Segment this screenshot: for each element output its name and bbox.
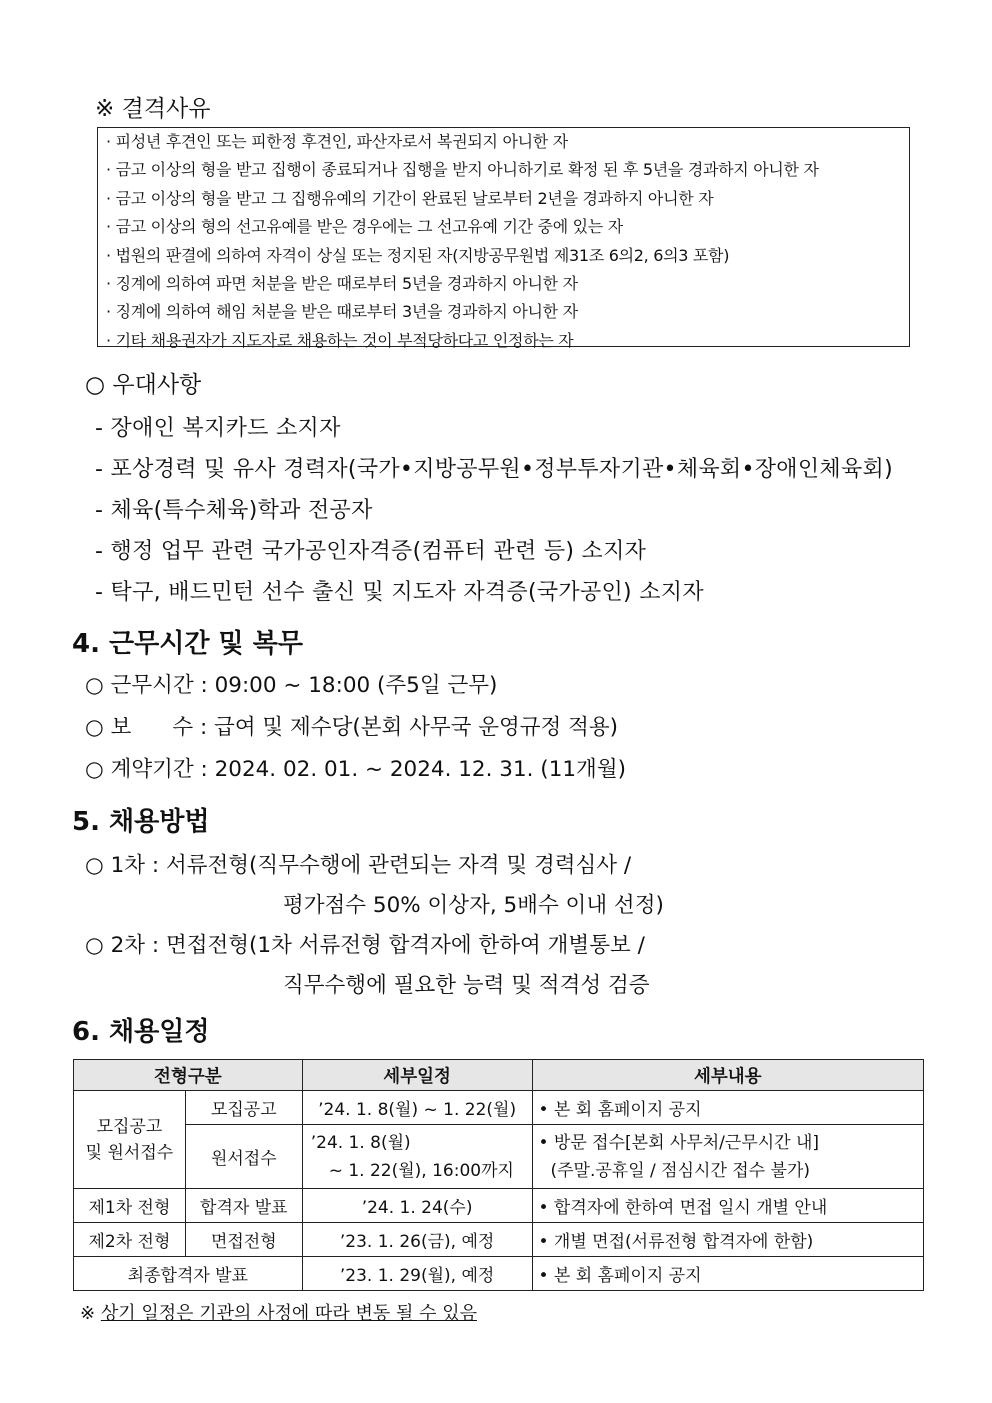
first-stage-cont: 평가점수 50% 이상자, 5배수 이내 선정) <box>283 893 664 918</box>
table-cell: • 본 회 홈페이지 공지 <box>532 1091 924 1125</box>
detail-line: • 방문 접수[본회 사무처/근무시간 내] <box>538 1132 820 1153</box>
contract-period: ○ 계약기간 : 2024. 02. 01. ~ 2024. 12. 31. (11개월) <box>85 757 626 782</box>
table-cell: ’23. 1. 26(금), 예정 <box>302 1223 532 1257</box>
column-header: 전형구분 <box>74 1060 303 1091</box>
list-item: · 징계에 의하여 해임 처분을 받은 때로부터 3년을 경과하지 아니한 자 <box>106 302 578 322</box>
list-item: · 법원의 판결에 의하여 자격이 상실 또는 정지된 자(지방공무원법 제31조 6의2, 6의3 포함) <box>106 245 730 265</box>
date-line: ’24. 1. 8(월) <box>310 1132 411 1153</box>
table-cell: 제2차 전형 <box>74 1223 186 1257</box>
list-item: - 탁구, 배드민턴 선수 출신 및 지도자 자격증(국가공인) 소지자 <box>95 580 704 605</box>
table-row <box>74 1091 924 1125</box>
table-cell: 합격자 발표 <box>185 1189 302 1223</box>
footnote <box>80 1299 477 1325</box>
table-cell: • 본 회 홈페이지 공지 <box>532 1257 924 1291</box>
table-cell: 모집공고 및 원서접수 <box>74 1091 186 1189</box>
table-cell: 면접전형 <box>185 1223 302 1257</box>
table-cell: 제1차 전형 <box>74 1189 186 1223</box>
disqualification-heading: ※ 결격사유 <box>95 96 211 122</box>
footnote-text: 상기 일정은 기관의 사정에 따라 변동 될 수 있음 <box>100 1303 477 1324</box>
list-item: · 금고 이상의 형의 선고유예를 받은 경우에는 그 선고유예 기간 중에 있는 자 <box>106 217 623 237</box>
work-hours: ○ 근무시간 : 09:00 ~ 18:00 (주5일 근무) <box>85 673 498 698</box>
list-item: · 기타 채용권자가 지도자로 채용하는 것이 부적당하다고 인정하는 자 <box>106 330 574 350</box>
list-item: - 장애인 복지카드 소지자 <box>95 416 341 441</box>
table-cell: • 개별 면접(서류전형 합격자에 한함) <box>532 1223 924 1257</box>
list-item: · 징계에 의하여 파면 처분을 받은 때로부터 5년을 경과하지 아니한 자 <box>106 274 578 294</box>
disqualification-box <box>97 127 910 350</box>
section-title: 4. 근무시간 및 복무 <box>72 629 303 659</box>
column-header: 세부일정 <box>302 1060 532 1091</box>
table-cell: 최종합격자 발표 <box>74 1257 303 1291</box>
table-row <box>74 1257 924 1291</box>
list-item: · 금고 이상의 형을 받고 그 집행유예의 기간이 완료된 날로부터 2년을 경과하지 아니한 자 <box>106 188 714 208</box>
note-mark: ※ <box>80 1303 96 1324</box>
list-item: · 금고 이상의 형을 받고 집행이 종료되거나 집행을 받지 아니하기로 확정 된 후 5년을 경과하지 아니한 자 <box>106 160 819 180</box>
table-cell <box>302 1125 532 1189</box>
list-item: · 피성년 후견인 또는 피한정 후견인, 파산자로서 복권되지 아니한 자 <box>106 132 568 151</box>
salary: ○ 보 수 : 급여 및 제수당(본회 사무국 운영규정 적용) <box>85 715 619 740</box>
list-item: - 체육(특수체육)학과 전공자 <box>95 498 373 523</box>
table-header-row <box>74 1060 924 1091</box>
second-stage-cont: 직무수행에 필요한 능력 및 적격성 검증 <box>283 973 650 998</box>
table-row <box>74 1223 924 1257</box>
table-cell: ’24. 1. 8(월) ~ 1. 22(월) <box>302 1091 532 1125</box>
schedule-table <box>73 1059 924 1291</box>
detail-line: (주말.공휴일 / 점심시간 접수 불가) <box>550 1160 810 1181</box>
date-line: ~ 1. 22(월), 16:00까지 <box>328 1160 514 1181</box>
preference-heading: ○ 우대사항 <box>85 372 202 398</box>
section-title: 6. 채용일정 <box>72 1017 210 1047</box>
list-item: - 행정 업무 관련 국가공인자격증(컴퓨터 관련 등) 소지자 <box>95 539 647 564</box>
table-cell: ’24. 1. 24(수) <box>302 1189 532 1223</box>
second-stage: ○ 2차 : 면접전형(1차 서류전형 합격자에 한하여 개별통보 / <box>85 933 645 958</box>
table-cell <box>532 1125 924 1189</box>
table-cell: ’23. 1. 29(월), 예정 <box>302 1257 532 1291</box>
table-row <box>74 1125 924 1189</box>
table-cell: • 합격자에 한하여 면접 일시 개별 안내 <box>532 1189 924 1223</box>
table-cell: 모집공고 <box>185 1091 302 1125</box>
table-cell: 원서접수 <box>185 1125 302 1189</box>
first-stage: ○ 1차 : 서류전형(직무수행에 관련되는 자격 및 경력심사 / <box>85 853 632 878</box>
table-row <box>74 1189 924 1223</box>
column-header: 세부내용 <box>532 1060 924 1091</box>
section-title: 5. 채용방법 <box>72 807 210 837</box>
list-item: - 포상경력 및 유사 경력자(국가•지방공무원•정부투자기관•체육회•장애인체육회) <box>95 457 893 482</box>
